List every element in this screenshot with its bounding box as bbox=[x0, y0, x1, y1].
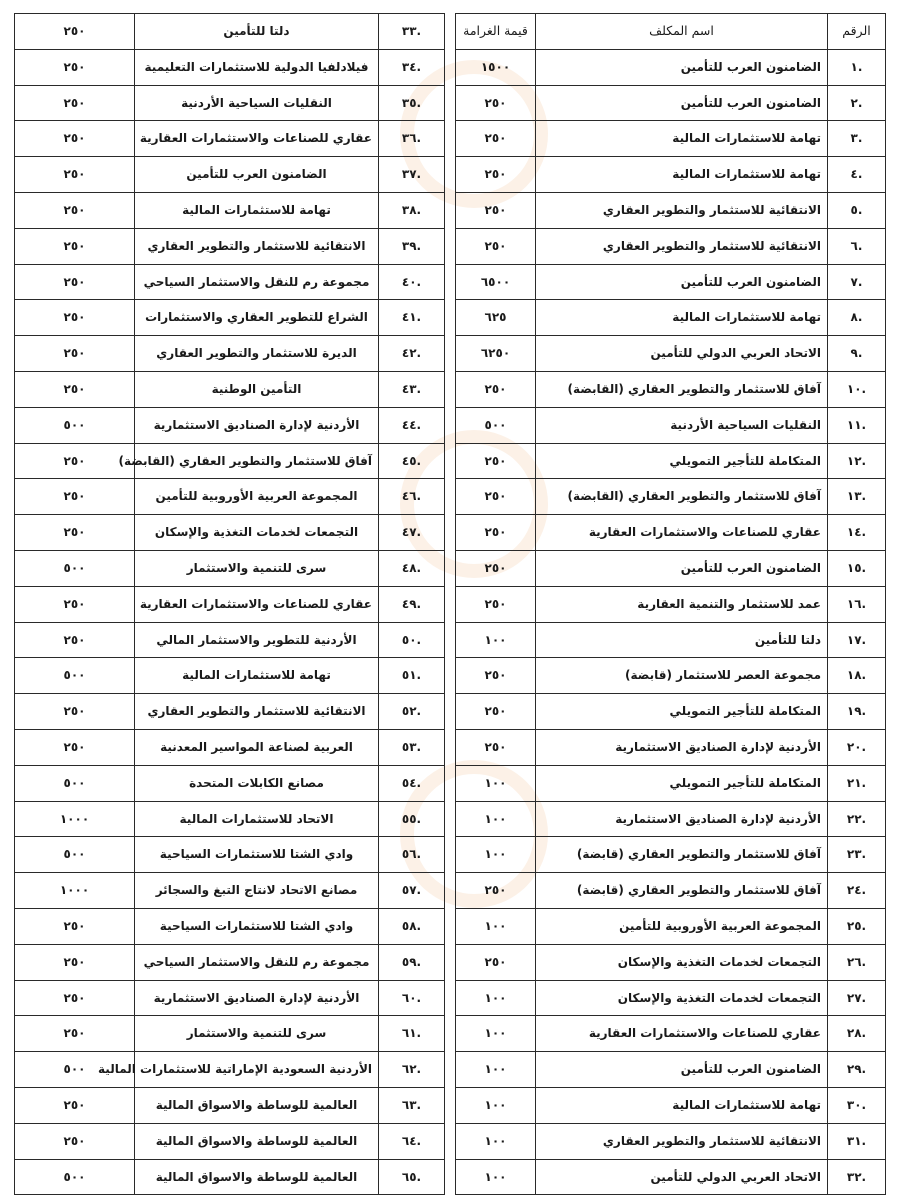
company-name: مجموعة رم للنقل والاستثمار السياحي bbox=[135, 944, 379, 980]
row-number: .٤٩ bbox=[379, 586, 445, 622]
header-number: الرقم bbox=[828, 14, 886, 50]
fine-value: ١٠٠ bbox=[456, 622, 536, 658]
fine-value: ٢٥٠ bbox=[15, 622, 135, 658]
company-name: الأردنية لإدارة الصناديق الاستثمارية bbox=[536, 729, 828, 765]
row-number: .٦ bbox=[828, 228, 886, 264]
table-row bbox=[456, 479, 886, 515]
fine-value: ٢٥٠ bbox=[456, 192, 536, 228]
fine-value: ١٠٠ bbox=[456, 980, 536, 1016]
company-name: الأردنية لإدارة الصناديق الاستثمارية bbox=[135, 407, 379, 443]
row-number: .٤٦ bbox=[379, 479, 445, 515]
table-row bbox=[456, 944, 886, 980]
company-name: تهامة للاستثمارات المالية bbox=[135, 658, 379, 694]
table-row bbox=[15, 407, 445, 443]
row-number: .١٩ bbox=[828, 694, 886, 730]
table-row bbox=[15, 300, 445, 336]
fine-value: ٢٥٠ bbox=[456, 944, 536, 980]
fine-value: ٢٥٠ bbox=[456, 729, 536, 765]
table-row bbox=[15, 980, 445, 1016]
company-name: تهامة للاستثمارات المالية bbox=[536, 157, 828, 193]
company-name: تهامة للاستثمارات المالية bbox=[536, 121, 828, 157]
header-fine: قيمة الغرامة bbox=[456, 14, 536, 50]
row-number: .٤٧ bbox=[379, 515, 445, 551]
row-number: .٢٢ bbox=[828, 801, 886, 837]
row-number: .٢٩ bbox=[828, 1052, 886, 1088]
table-row bbox=[456, 658, 886, 694]
table-row bbox=[15, 336, 445, 372]
table-row bbox=[456, 371, 886, 407]
fine-value: ٢٥٠ bbox=[15, 85, 135, 121]
fine-value: ١٠٠ bbox=[456, 1159, 536, 1195]
row-number: .٥٧ bbox=[379, 873, 445, 909]
fine-value: ٢٥٠ bbox=[15, 443, 135, 479]
fine-value: ٢٥٠ bbox=[456, 85, 536, 121]
company-name: النقليات السياحية الأردنية bbox=[536, 407, 828, 443]
fine-value: ٢٥٠ bbox=[15, 586, 135, 622]
fine-value: ٥٠٠ bbox=[15, 1159, 135, 1195]
table-row bbox=[15, 765, 445, 801]
row-number: .١٨ bbox=[828, 658, 886, 694]
row-number: .٥٠ bbox=[379, 622, 445, 658]
company-name: الانتقائية للاستثمار والتطوير العقاري bbox=[536, 228, 828, 264]
row-number: .٢٨ bbox=[828, 1016, 886, 1052]
table-row bbox=[15, 443, 445, 479]
row-number: .٧ bbox=[828, 264, 886, 300]
table-row bbox=[15, 1159, 445, 1195]
row-number: .٣٠ bbox=[828, 1087, 886, 1123]
fine-value: ٢٥٠ bbox=[15, 1016, 135, 1052]
fine-value: ٢٥٠ bbox=[15, 944, 135, 980]
row-number: .١٠ bbox=[828, 371, 886, 407]
company-name: الاتحاد العربي الدولي للتأمين bbox=[536, 336, 828, 372]
table-row bbox=[15, 622, 445, 658]
table-row bbox=[456, 729, 886, 765]
fine-value: ٢٥٠ bbox=[456, 515, 536, 551]
table-row bbox=[15, 85, 445, 121]
company-name: تهامة للاستثمارات المالية bbox=[536, 300, 828, 336]
table-row bbox=[456, 622, 886, 658]
table-row bbox=[456, 49, 886, 85]
row-number: .١ bbox=[828, 49, 886, 85]
table-header-row bbox=[456, 14, 886, 50]
table-row bbox=[15, 515, 445, 551]
company-name: فيلادلفيا الدولية للاستثمارات التعليمية bbox=[135, 49, 379, 85]
table-row bbox=[15, 14, 445, 50]
fine-value: ٢٥٠ bbox=[15, 1087, 135, 1123]
row-number: .٢٣ bbox=[828, 837, 886, 873]
company-name: دلتا للتأمين bbox=[135, 14, 379, 50]
table-row bbox=[15, 837, 445, 873]
fine-value: ٦٥٠٠ bbox=[456, 264, 536, 300]
fine-value: ٢٥٠ bbox=[456, 479, 536, 515]
fine-value: ١٠٠٠ bbox=[15, 873, 135, 909]
table-row bbox=[456, 550, 886, 586]
row-number: .٦٥ bbox=[379, 1159, 445, 1195]
row-number: .٢٠ bbox=[828, 729, 886, 765]
fine-value: ٢٥٠ bbox=[15, 49, 135, 85]
table-row bbox=[15, 228, 445, 264]
fine-value: ٢٥٠ bbox=[456, 694, 536, 730]
fine-value: ١٠٠ bbox=[456, 837, 536, 873]
row-number: .٢٦ bbox=[828, 944, 886, 980]
company-name: عقاري للصناعات والاستثمارات العقارية bbox=[536, 1016, 828, 1052]
row-number: .٣٢ bbox=[828, 1159, 886, 1195]
fine-value: ٢٥٠ bbox=[15, 980, 135, 1016]
row-number: .٢٥ bbox=[828, 908, 886, 944]
fine-value: ٢٥٠ bbox=[456, 586, 536, 622]
company-name: الضامنون العرب للتأمين bbox=[536, 1052, 828, 1088]
table-row bbox=[456, 586, 886, 622]
fine-value: ٢٥٠ bbox=[15, 1123, 135, 1159]
row-number: .٢١ bbox=[828, 765, 886, 801]
table-row bbox=[15, 586, 445, 622]
company-name: المجموعة العربية الأوروبية للتأمين bbox=[135, 479, 379, 515]
table-row bbox=[456, 1087, 886, 1123]
company-name: تهامة للاستثمارات المالية bbox=[135, 192, 379, 228]
row-number: .٦٢ bbox=[379, 1052, 445, 1088]
company-name: التجمعات لخدمات التغذية والإسكان bbox=[536, 980, 828, 1016]
row-number: .٤٥ bbox=[379, 443, 445, 479]
row-number: .٣٣ bbox=[379, 14, 445, 50]
table-row bbox=[15, 908, 445, 944]
company-name: الأردنية لإدارة الصناديق الاستثمارية bbox=[135, 980, 379, 1016]
row-number: .٦٣ bbox=[379, 1087, 445, 1123]
fine-value: ٢٥٠ bbox=[456, 443, 536, 479]
row-number: .١٦ bbox=[828, 586, 886, 622]
fine-value: ١٠٠ bbox=[456, 1087, 536, 1123]
row-number: .٣٤ bbox=[379, 49, 445, 85]
table-row bbox=[15, 121, 445, 157]
table-row bbox=[456, 1159, 886, 1195]
fine-value: ٥٠٠ bbox=[15, 837, 135, 873]
row-number: .٤ bbox=[828, 157, 886, 193]
table-row bbox=[15, 1087, 445, 1123]
row-number: .٥٣ bbox=[379, 729, 445, 765]
company-name: التجمعات لخدمات التغذية والإسكان bbox=[536, 944, 828, 980]
row-number: .٣ bbox=[828, 121, 886, 157]
table-row bbox=[15, 1016, 445, 1052]
table-row bbox=[15, 371, 445, 407]
row-number: .١٤ bbox=[828, 515, 886, 551]
table-row bbox=[456, 85, 886, 121]
company-name: الشراع للتطوير العقاري والاستثمارات bbox=[135, 300, 379, 336]
fine-value: ٢٥٠ bbox=[15, 336, 135, 372]
row-number: .٥ bbox=[828, 192, 886, 228]
company-name: وادي الشتا للاستثمارات السياحية bbox=[135, 908, 379, 944]
table-row bbox=[15, 1052, 445, 1088]
company-name: المتكاملة للتأجير التمويلي bbox=[536, 765, 828, 801]
fine-value: ٢٥٠ bbox=[15, 264, 135, 300]
table-row bbox=[456, 1123, 886, 1159]
table-row bbox=[456, 908, 886, 944]
fine-value: ٦٢٥٠ bbox=[456, 336, 536, 372]
row-number: .١٧ bbox=[828, 622, 886, 658]
company-name: مجموعة رم للنقل والاستثمار السياحي bbox=[135, 264, 379, 300]
fines-tables bbox=[14, 13, 886, 1184]
fine-value: ١٠٠ bbox=[456, 1016, 536, 1052]
table-row bbox=[456, 980, 886, 1016]
fine-value: ٢٥٠ bbox=[456, 873, 536, 909]
row-number: .٥٦ bbox=[379, 837, 445, 873]
fine-value: ٢٥٠ bbox=[15, 694, 135, 730]
company-name: الضامنون العرب للتأمين bbox=[536, 264, 828, 300]
company-name: المتكاملة للتأجير التمويلي bbox=[536, 443, 828, 479]
company-name: مصانع الاتحاد لانتاج التبغ والسجائر bbox=[135, 873, 379, 909]
company-name: مجموعة العصر للاستثمار (قابضة) bbox=[536, 658, 828, 694]
fine-value: ٢٥٠ bbox=[15, 515, 135, 551]
fine-value: ٥٠٠ bbox=[15, 658, 135, 694]
company-name: الضامنون العرب للتأمين bbox=[536, 49, 828, 85]
row-number: .٥١ bbox=[379, 658, 445, 694]
row-number: .٥٢ bbox=[379, 694, 445, 730]
fine-value: ٥٠٠ bbox=[15, 550, 135, 586]
table-row bbox=[15, 192, 445, 228]
fines-table-left bbox=[14, 13, 445, 1195]
fine-value: ٢٥٠ bbox=[15, 192, 135, 228]
company-name: النقليات السياحية الأردنية bbox=[135, 85, 379, 121]
table-row bbox=[15, 49, 445, 85]
company-name: آفاق للاستثمار والتطوير العقاري (القابضة) bbox=[135, 443, 379, 479]
table-row bbox=[456, 407, 886, 443]
company-name: الانتقائية للاستثمار والتطوير العقاري bbox=[536, 192, 828, 228]
table-row bbox=[456, 336, 886, 372]
fine-value: ٦٢٥ bbox=[456, 300, 536, 336]
table-row bbox=[15, 944, 445, 980]
company-name: الانتقائية للاستثمار والتطوير العقاري bbox=[135, 694, 379, 730]
table-row bbox=[456, 300, 886, 336]
company-name: آفاق للاستثمار والتطوير العقاري (قابضة) bbox=[536, 873, 828, 909]
company-name: الانتقائية للاستثمار والتطوير العقاري bbox=[135, 228, 379, 264]
row-number: .٤٢ bbox=[379, 336, 445, 372]
table-row bbox=[15, 550, 445, 586]
company-name: العالمية للوساطة والاسواق المالية bbox=[135, 1123, 379, 1159]
fine-value: ١٠٠ bbox=[456, 1052, 536, 1088]
row-number: .٥٥ bbox=[379, 801, 445, 837]
fine-value: ١٠٠٠ bbox=[15, 801, 135, 837]
company-name: الانتقائية للاستثمار والتطوير العقاري bbox=[536, 1123, 828, 1159]
fine-value: ٢٥٠ bbox=[15, 14, 135, 50]
table-row bbox=[15, 157, 445, 193]
fine-value: ١٥٠٠ bbox=[456, 49, 536, 85]
company-name: التجمعات لخدمات التغذية والإسكان bbox=[135, 515, 379, 551]
fines-table-right bbox=[455, 13, 886, 1195]
fine-value: ٢٥٠ bbox=[15, 479, 135, 515]
row-number: .٤٣ bbox=[379, 371, 445, 407]
table-row bbox=[15, 801, 445, 837]
table-row bbox=[456, 264, 886, 300]
table-row bbox=[456, 1052, 886, 1088]
company-name: الديرة للاستثمار والتطوير العقاري bbox=[135, 336, 379, 372]
fine-value: ٢٥٠ bbox=[15, 121, 135, 157]
fine-value: ٢٥٠ bbox=[15, 729, 135, 765]
row-number: .٩ bbox=[828, 336, 886, 372]
row-number: .٣٦ bbox=[379, 121, 445, 157]
company-name: مصانع الكابلات المتحدة bbox=[135, 765, 379, 801]
company-name: سرى للتنمية والاستثمار bbox=[135, 550, 379, 586]
table-row bbox=[456, 192, 886, 228]
fine-value: ٥٠٠ bbox=[15, 1052, 135, 1088]
row-number: .٣٥ bbox=[379, 85, 445, 121]
company-name: العالمية للوساطة والاسواق المالية bbox=[135, 1087, 379, 1123]
table-row bbox=[456, 157, 886, 193]
company-name: الضامنون العرب للتأمين bbox=[135, 157, 379, 193]
table-row bbox=[456, 121, 886, 157]
row-number: .٣٨ bbox=[379, 192, 445, 228]
fine-value: ٢٥٠ bbox=[456, 550, 536, 586]
table-row bbox=[456, 765, 886, 801]
table-row bbox=[456, 228, 886, 264]
fine-value: ٢٥٠ bbox=[456, 228, 536, 264]
table-row bbox=[15, 729, 445, 765]
company-name: الأردنية لإدارة الصناديق الاستثمارية bbox=[536, 801, 828, 837]
fine-value: ٥٠٠ bbox=[15, 407, 135, 443]
fine-value: ٢٥٠ bbox=[15, 908, 135, 944]
table-row bbox=[456, 694, 886, 730]
row-number: .٨ bbox=[828, 300, 886, 336]
company-name: المجموعة العربية الأوروبية للتأمين bbox=[536, 908, 828, 944]
company-name: سرى للتنمية والاستثمار bbox=[135, 1016, 379, 1052]
table-row bbox=[15, 479, 445, 515]
row-number: .٢٧ bbox=[828, 980, 886, 1016]
company-name: التأمين الوطنية bbox=[135, 371, 379, 407]
table-row bbox=[15, 264, 445, 300]
table-row bbox=[456, 1016, 886, 1052]
company-name: الأردنية للتطوير والاستثمار المالي bbox=[135, 622, 379, 658]
row-number: .٥٩ bbox=[379, 944, 445, 980]
row-number: .٢٤ bbox=[828, 873, 886, 909]
company-name: آفاق للاستثمار والتطوير العقاري (قابضة) bbox=[536, 837, 828, 873]
row-number: .١٥ bbox=[828, 550, 886, 586]
company-name: العالمية للوساطة والاسواق المالية bbox=[135, 1159, 379, 1195]
company-name: آفاق للاستثمار والتطوير العقاري (القابضة) bbox=[536, 479, 828, 515]
fine-value: ٥٠٠ bbox=[15, 765, 135, 801]
company-name: عقاري للصناعات والاستثمارات العقارية bbox=[135, 121, 379, 157]
fine-value: ١٠٠ bbox=[456, 1123, 536, 1159]
row-number: .٤١ bbox=[379, 300, 445, 336]
company-name: عقاري للصناعات والاستثمارات العقارية bbox=[135, 586, 379, 622]
fine-value: ٢٥٠ bbox=[456, 157, 536, 193]
fine-value: ٥٠٠ bbox=[456, 407, 536, 443]
fine-value: ٢٥٠ bbox=[456, 658, 536, 694]
table-row bbox=[456, 837, 886, 873]
company-name: آفاق للاستثمار والتطوير العقاري (القابضة) bbox=[536, 371, 828, 407]
fine-value: ٢٥٠ bbox=[15, 300, 135, 336]
table-row bbox=[456, 443, 886, 479]
row-number: .٦٠ bbox=[379, 980, 445, 1016]
company-name: تهامة للاستثمارات المالية bbox=[536, 1087, 828, 1123]
company-name: الضامنون العرب للتأمين bbox=[536, 85, 828, 121]
row-number: .٥٤ bbox=[379, 765, 445, 801]
company-name: الاتحاد للاستثمارات المالية bbox=[135, 801, 379, 837]
company-name: عمد للاستثمار والتنمية العقارية bbox=[536, 586, 828, 622]
row-number: .١٢ bbox=[828, 443, 886, 479]
row-number: .٦٤ bbox=[379, 1123, 445, 1159]
row-number: .٤٨ bbox=[379, 550, 445, 586]
row-number: .٣١ bbox=[828, 1123, 886, 1159]
row-number: .١٣ bbox=[828, 479, 886, 515]
table-row bbox=[456, 801, 886, 837]
row-number: .٦١ bbox=[379, 1016, 445, 1052]
row-number: .٢ bbox=[828, 85, 886, 121]
row-number: .٣٧ bbox=[379, 157, 445, 193]
row-number: .٥٨ bbox=[379, 908, 445, 944]
company-name: الأردنية السعودية الإماراتية للاستثمارات المالية bbox=[135, 1052, 379, 1088]
table-row bbox=[15, 658, 445, 694]
row-number: .٣٩ bbox=[379, 228, 445, 264]
fine-value: ٢٥٠ bbox=[15, 157, 135, 193]
fine-value: ٢٥٠ bbox=[456, 371, 536, 407]
header-name: اسم المكلف bbox=[536, 14, 828, 50]
row-number: .٤٠ bbox=[379, 264, 445, 300]
company-name: عقاري للصناعات والاستثمارات العقارية bbox=[536, 515, 828, 551]
fine-value: ٢٥٠ bbox=[15, 371, 135, 407]
row-number: .١١ bbox=[828, 407, 886, 443]
company-name: الضامنون العرب للتأمين bbox=[536, 550, 828, 586]
table-row bbox=[15, 694, 445, 730]
fine-value: ١٠٠ bbox=[456, 765, 536, 801]
company-name: وادي الشتا للاستثمارات السياحية bbox=[135, 837, 379, 873]
fine-value: ١٠٠ bbox=[456, 801, 536, 837]
company-name: العربية لصناعة المواسير المعدنية bbox=[135, 729, 379, 765]
company-name: دلتا للتأمين bbox=[536, 622, 828, 658]
table-row bbox=[15, 873, 445, 909]
table-row bbox=[456, 873, 886, 909]
company-name: المتكاملة للتأجير التمويلي bbox=[536, 694, 828, 730]
fine-value: ١٠٠ bbox=[456, 908, 536, 944]
fine-value: ٢٥٠ bbox=[456, 121, 536, 157]
table-row bbox=[456, 515, 886, 551]
company-name: الاتحاد العربي الدولي للتأمين bbox=[536, 1159, 828, 1195]
table-row bbox=[15, 1123, 445, 1159]
fine-value: ٢٥٠ bbox=[15, 228, 135, 264]
row-number: .٤٤ bbox=[379, 407, 445, 443]
